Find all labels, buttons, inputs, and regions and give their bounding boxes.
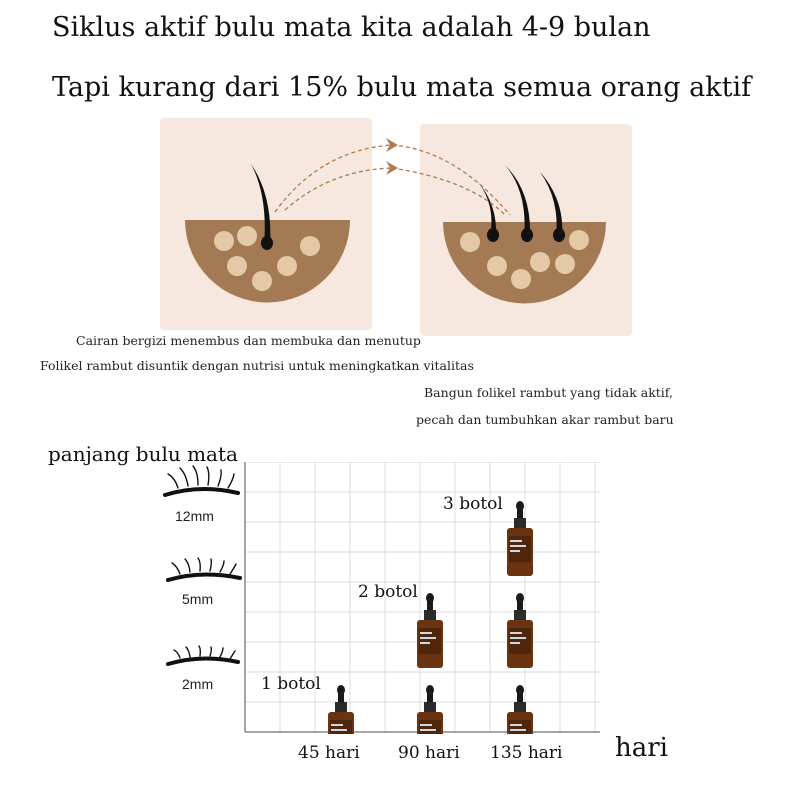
chart-y-axis-label: panjang bulu mata <box>48 442 238 466</box>
serum-bottle-icon <box>507 501 533 576</box>
serum-bottle-icon <box>507 593 533 668</box>
eyelash-icon <box>168 558 240 580</box>
serum-bottle-icon <box>417 593 443 668</box>
after-illustration-panel <box>420 124 632 336</box>
serum-bottle-icon <box>507 685 533 734</box>
caption-follicle-nutrition: Folikel rambut disuntik dengan nutrisi untuk meningkatkan vitalitas <box>40 358 474 373</box>
headline-active-percentage: Tapi kurang dari 15% bulu mata semua orang aktif <box>52 72 752 103</box>
chart-x-axis-unit: hari <box>615 733 668 763</box>
eyelash-icon <box>165 466 238 495</box>
caption-wake-follicle: Bangun folikel rambut yang tidak aktif, <box>424 385 673 400</box>
arrow-icon <box>386 138 398 175</box>
serum-bottle-icon <box>417 685 443 734</box>
bottle-count-label-2: 2 botol <box>358 582 418 602</box>
x-tick-135: 135 hari <box>490 743 563 763</box>
length-label-2mm: 2mm <box>182 676 214 692</box>
bottle-count-label-1: 1 botol <box>261 674 321 694</box>
eyelash-icon <box>168 646 238 664</box>
length-label-5mm: 5mm <box>182 591 214 607</box>
x-tick-45: 45 hari <box>298 743 360 763</box>
x-tick-90: 90 hari <box>398 743 460 763</box>
caption-nutrient-penetration: Cairan bergizi menembus dan membuka dan menutup <box>76 333 421 348</box>
bottle-count-label-3: 3 botol <box>443 494 503 514</box>
before-illustration-panel <box>160 118 372 330</box>
headline-active-cycle: Siklus aktif bulu mata kita adalah 4-9 bulan <box>52 12 651 43</box>
caption-new-roots: pecah dan tumbuhkan akar rambut baru <box>416 412 674 427</box>
length-label-12mm: 12mm <box>175 508 214 524</box>
